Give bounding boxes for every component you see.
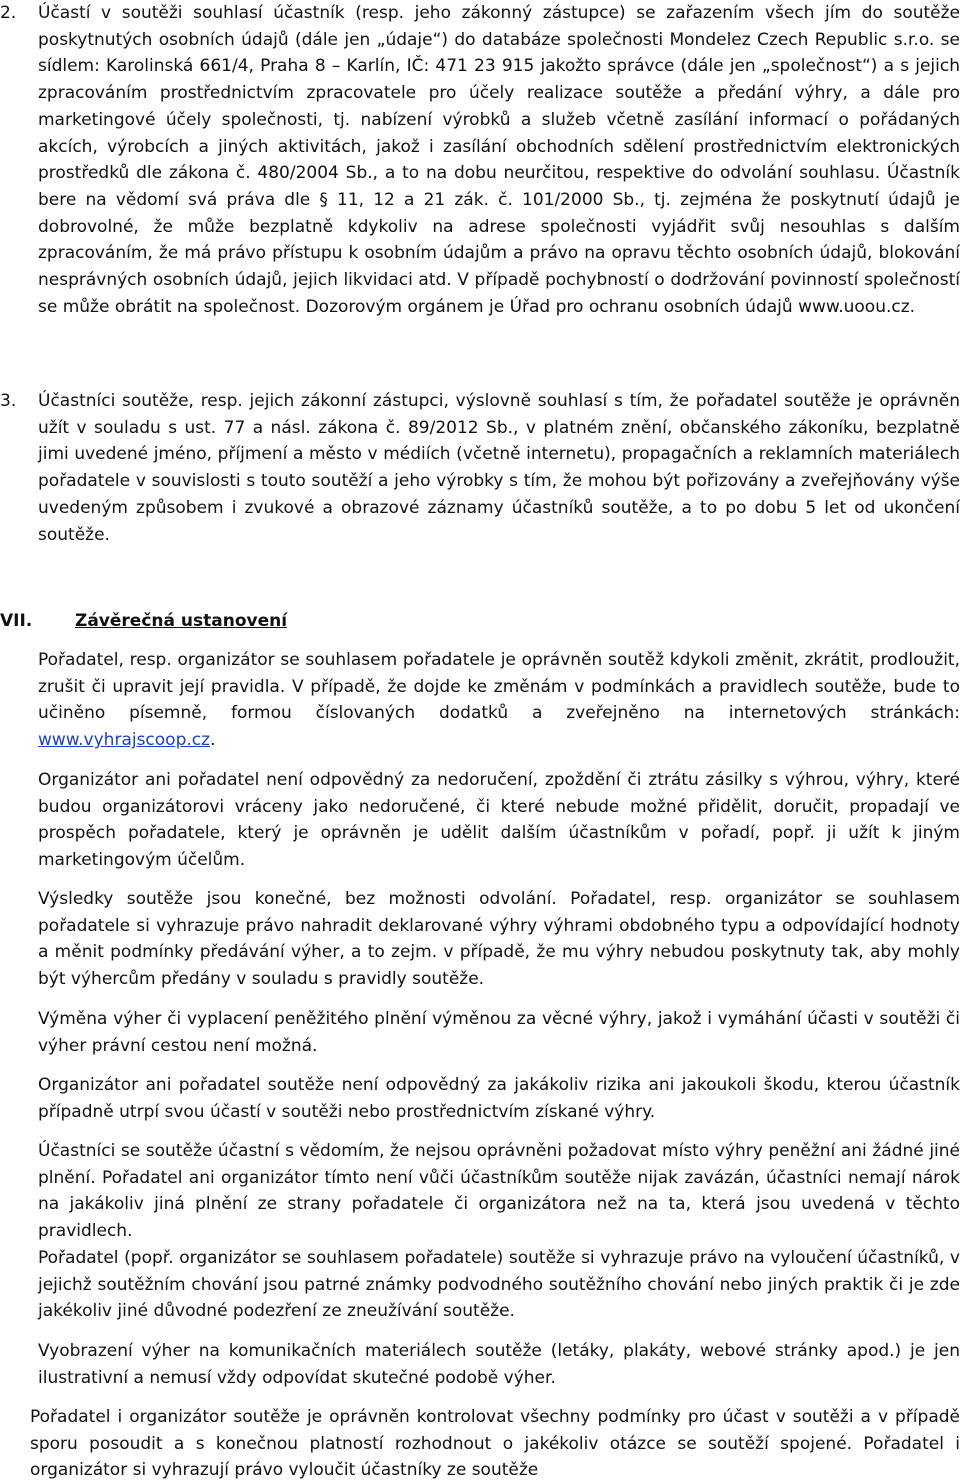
section-number: VII. [0, 611, 33, 631]
paragraph-exclusion: Pořadatel (popř. organizátor se souhlasem pořadatele) soutěže si vyhrazuje právo na vyloučení účastníků, v jejichž soutěžním chování jsou patrné známky podvodného soutěžního chování nebo jiných praktik či je zde jakékoliv jiné důvodné podezření ze zneužívání soutěže. [38, 1248, 960, 1322]
paragraph-text: Pořadatel, resp. organizátor se souhlasem pořadatele je oprávněn soutěž kdykoli změnit, zkrátit, prodloužit, zrušit či upravit její pravidla. V případě, že dojde ke změnám v podmínkách a pravidlech soutěže, bude to učiněno písemně, formou číslovaných dodatků a zveřejněno na internetových stránkách: [38, 650, 960, 724]
item-number: 2. [0, 3, 17, 23]
paragraph-claims: Účastníci se soutěže účastní s vědomím, že nejsou oprávněni požadovat místo výhry peněžní ani žádné jiné plnění. Pořadatel ani organizátor tímto není vůči účastníkům soutěže nijak zavázán, účastníci nemají nárok na jakákoliv jiná plnění ze strany pořadatele či organizátora než na ta, která jsou uvedená v těchto pravidlech. [38, 1141, 960, 1242]
paragraph-illustration: Vyobrazení výher na komunikačních materiálech soutěže (letáky, plakáty, webové stránky apod.) je jen ilustrativní a nemusí vždy odpovídat skutečné podobě výher. [38, 1341, 960, 1388]
paragraph-control: Pořadatel i organizátor soutěže je oprávněn kontrolovat všechny podmínky pro účast v soutěži a v případě sporu posoudit a s konečnou platností rozhodnout o jakékoliv otázce se soutěží spojené. Pořadatel i organizátor si vyhrazují právo vyloučit účastníky ze soutěže [30, 1407, 960, 1481]
paragraph-results: Výsledky soutěže jsou konečné, bez možnosti odvolání. Pořadatel, resp. organizátor se souhlasem pořadatele si vyhrazuje právo nahradit deklarované výhry výhrami obdobného typu a odpovídající hodnoty a měnit podmínky předávání výher, a to zejm. v případě, že mu výhry nebudou poskytnuty tak, aby mohly být výhercům předány v souladu s pravidly soutěže. [38, 889, 960, 990]
item-number: 3. [0, 391, 17, 411]
section-title: Závěrečná ustanovení [75, 611, 288, 631]
paragraph-rules-change [38, 647, 960, 754]
consent-paragraph: Účastí v soutěži souhlasí účastník (resp. jeho zákonný zástupce) se zařazením všech jím do soutěže poskytnutých osobních údajů (dále jen „údaje“) do databáze společnosti Mondelez Czech Republic s.r.o. se sídlem: Karolinská 661/4, Praha 8 – Karlín, IČ: 471 23 915 jakožto správce (dále jen „společnost“) a s jejich zpracováním prostřednictvím zpracovatele pro účely realizace soutěže a předání výhry, a dále pro marketingové účely společnosti, tj. nabízení výrobků a služeb včetně zasílání informací o pořádaných akcích, výrobcích a jiných aktivitách, jakož i zasílání obchodních sdělení prostřednictvím elektronických prostředků dle zákona č. 480/2004 Sb., a to na dobu neurčitou, respektive do odvolání souhlasu. Účastník bere na vědomí svá práva dle § 11, 12 a 21 zák. č. 101/2000 Sb., tj. zejména že poskytnutí údajů je dobrovolné, že může bezplatně kdykoliv na adrese společnosti vyjádřit svůj nesouhlas s dalším zpracováním, že má právo přístupu k osobním údajům a právo na opravu těchto osobních údajů, blokování nesprávných osobních údajů, jejich likvidaci atd. V případě pochybností o dodržování povinností společností se může obrátit na společnost. Dozorovým orgánem je Úřad pro ochranu osobních údajů www.uoou.cz. [38, 3, 960, 317]
paragraph-exchange: Výměna výher či vyplacení peněžitého plnění výměnou za věcné výhry, jakož i vymáhání účasti v soutěži či výher právní cestou není možná. [38, 1009, 960, 1056]
publicity-paragraph: Účastníci soutěže, resp. jejich zákonní zástupci, výslovně souhlasí s tím, že pořadatel soutěže je oprávněn užít v souladu s ust. 77 a násl. zákona č. 89/2012 Sb., v platném znění, občanského zákoníku, bezplatně jimi uvedené jméno, příjmení a město v médiích (včetně internetu), propagačních a reklamních materiálech pořadatele v souvislosti s touto soutěží a jeho výrobky s tím, že mohou být pořizovány a zveřejňovány výše uvedeným způsobem i zvukové a obrazové záznamy účastníků soutěže, a to po dobu 5 let od ukončení soutěže. [38, 391, 960, 545]
paragraph-text-end: . [210, 730, 216, 751]
website-link[interactable]: www.vyhrajscoop.cz [38, 730, 211, 751]
paragraph-delivery: Organizátor ani pořadatel není odpovědný za nedoručení, zpoždění či ztrátu zásilky s výhrou, výhry, které budou organizátorovi vráceny jako nedoručené, či které nebude možné přidělit, doručit, propadají ve prospěch pořadatele, který je oprávněn je udělit dalším účastníkům v pořadí, popř. ji užít k jiným marketingovým účelům. [38, 770, 960, 871]
paragraph-liability: Organizátor ani pořadatel soutěže není odpovědný za jakákoliv rizika ani jakoukoli škodu, kterou účastník případně utrpí svou účastí v soutěži nebo prostřednictvím získané výhry. [38, 1075, 960, 1122]
